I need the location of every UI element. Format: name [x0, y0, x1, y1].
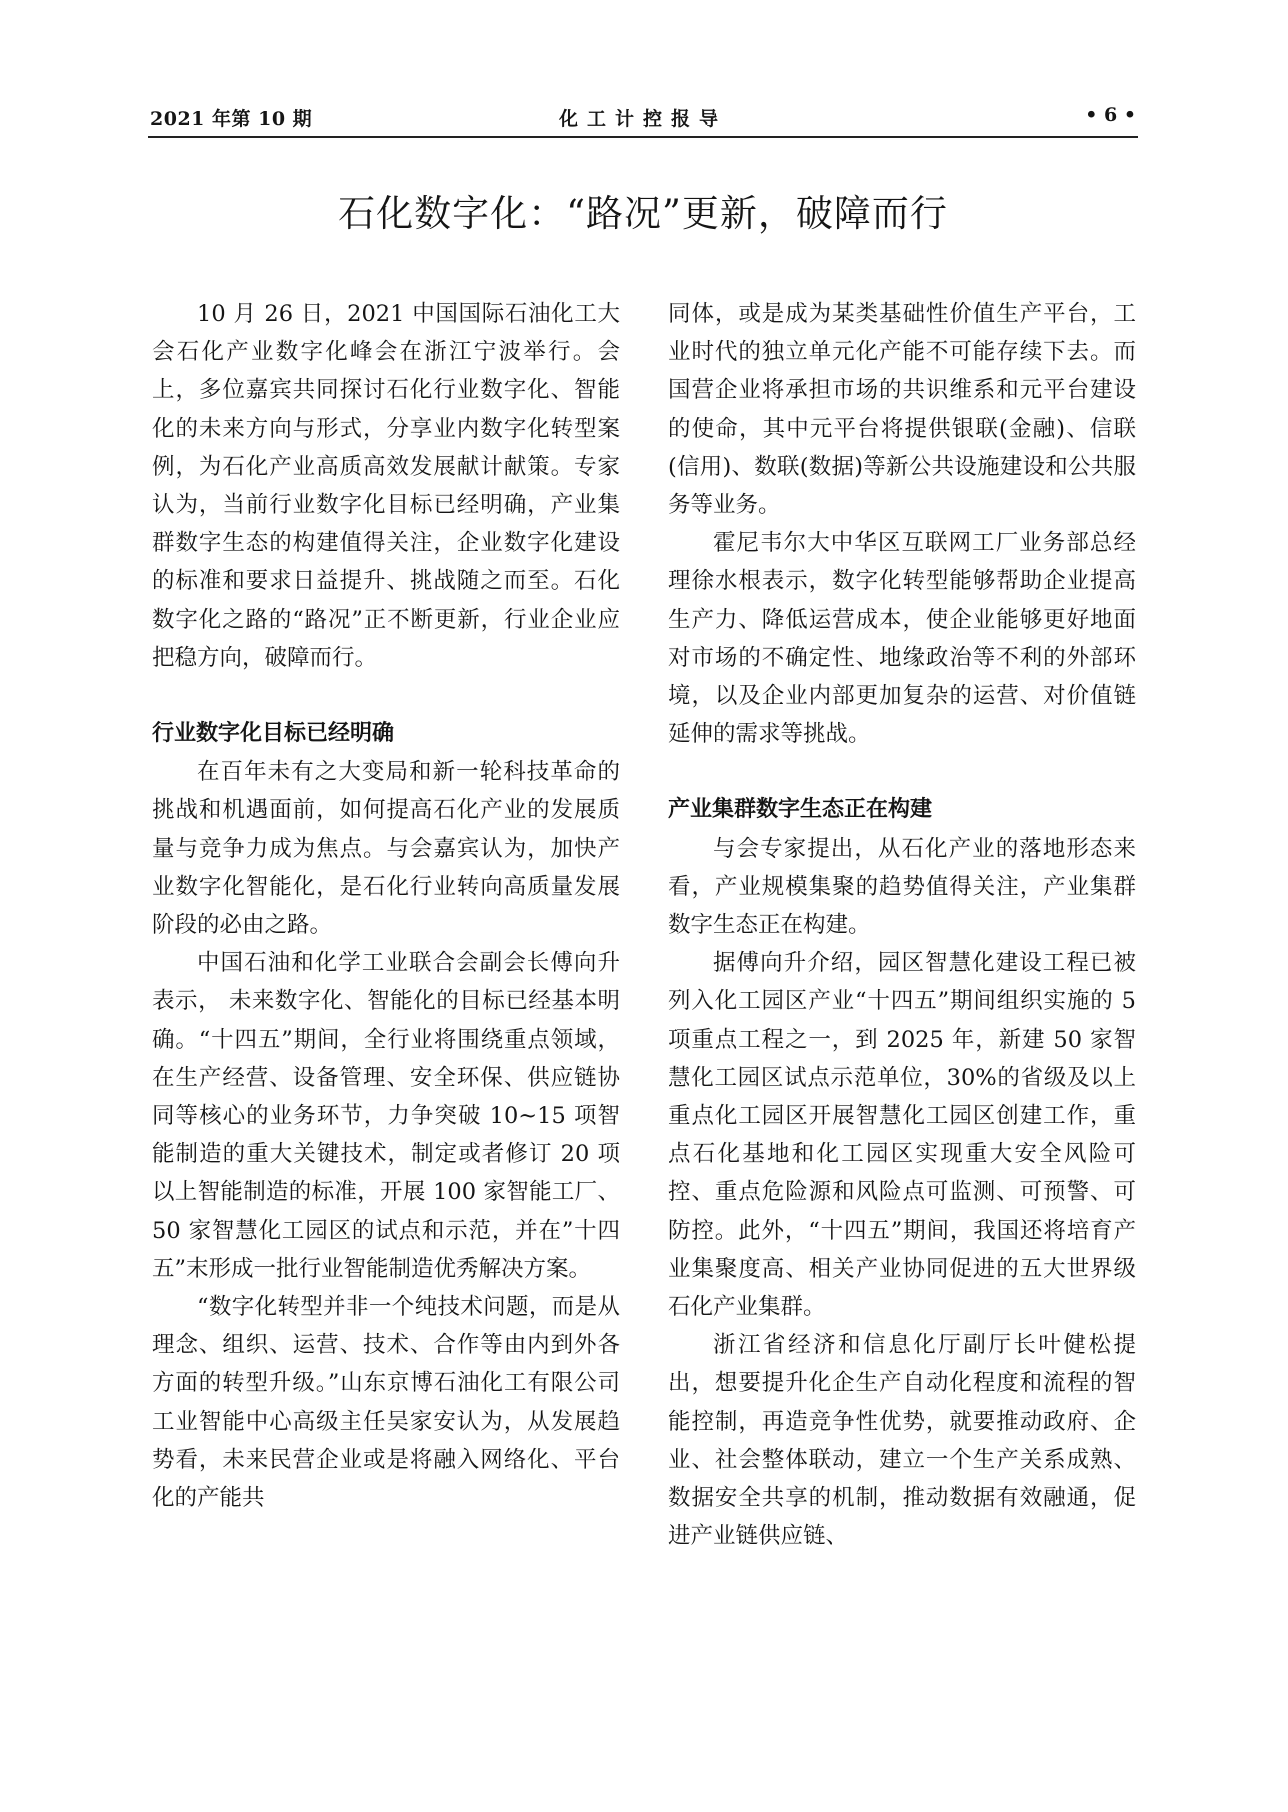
journal-name: 化工计控报导	[558, 108, 727, 130]
paragraph: “数字化转型并非一个纯技术问题，而是从理念、组织、运营、技术、合作等由内到外各方面的转型升级。”山东京博石油化工有限公司工业智能中心高级主任吴家安认为，从发展趋势看，未来民营企业或是将融入网络化、平台化的产能共	[152, 1294, 620, 1512]
section-heading: 产业集群数字生态正在构建	[668, 797, 933, 823]
right-column	[668, 295, 1136, 1556]
paragraph: 中国石油和化学工业联合会副会长傅向升表示， 未来数字化、智能化的目标已经基本明确。“十四五”期间，全行业将围绕重点领域，在生产经营、设备管理、安全环保、供应链协同等核心的业务环节，力争突破 10~15 项智能制造的重大关键技术，制定或者修订 20 项以上智能制造的标准，开展 100 家智能工厂、50 家智慧化工园区的试点和示范，并在”十四五”末形成一批行业智能制造优秀解决方案。	[152, 950, 620, 1282]
paragraph: 霍尼韦尔大中华区互联网工厂业务部总经理徐水根表示，数字化转型能够帮助企业提高生产力、降低运营成本，使企业能够更好地面对市场的不确定性、地缘政治等不利的外部环境，以及企业内部更加复杂的运营、对价值链延伸的需求等挑战。	[668, 530, 1136, 748]
paragraph: 浙江省经济和信息化厅副厅长叶健松提出，想要提升化企生产自动化程度和流程的智能控制，再造竞争性优势，就要推动政府、企业、社会整体联动，建立一个生产关系成熟、数据安全共享的机制，推动数据有效融通，促进产业链供应链、	[668, 1332, 1136, 1550]
paragraph: 同体，或是成为某类基础性价值生产平台，工业时代的独立单元化产能不可能存续下去。而国营企业将承担市场的共识维系和元平台建设的使命，其中元平台将提供银联(金融)、信联(信用)、数联(数据)等新公共设施建设和公共服务等业务。	[668, 301, 1136, 519]
page-number: • 6 •	[1085, 104, 1136, 126]
left-column	[152, 295, 620, 1517]
paragraph: 据傅向升介绍，园区智慧化建设工程已被列入化工园区产业“十四五”期间组织实施的 5 项重点工程之一，到 2025 年，新建 50 家智慧化工园区试点示范单位，30%的省级及以上重点化工园区开展智慧化工园区创建工作，重点石化基地和化工园区实现重大安全风险可控、重点危险源和风险点可监测、可预警、可防控。此外，“十四五”期间，我国还将培育产业集聚度高、相关产业协同促进的五大世界级石化产业集群。	[668, 950, 1136, 1321]
section-heading: 行业数字化目标已经明确	[152, 721, 395, 747]
article-title: 石化数字化：“路况”更新，破障而行	[338, 192, 948, 235]
running-header	[148, 100, 1138, 138]
paragraph: 10 月 26 日，2021 中国国际石油化工大会石化产业数字化峰会在浙江宁波举行。会上，多位嘉宾共同探讨石化行业数字化、智能化的未来方向与形式，分享业内数字化转型案例，为石化产业高质高效发展献计献策。专家认为，当前行业数字化目标已经明确，产业集群数字生态的构建值得关注，企业数字化建设的标准和要求日益提升、挑战随之而至。石化数字化之路的“路况”正不断更新，行业企业应把稳方向，破障而行。	[152, 301, 620, 671]
paragraph: 与会专家提出，从石化产业的落地形态来看，产业规模集聚的趋势值得关注，产业集群数字生态正在构建。	[668, 835, 1136, 939]
paragraph: 在百年未有之大变局和新一轮科技革命的挑战和机遇面前，如何提高石化产业的发展质量与竞争力成为焦点。与会嘉宾认为，加快产业数字化智能化，是石化行业转向高质量发展阶段的必由之路。	[152, 759, 620, 939]
issue-label: 2021 年第 10 期	[150, 108, 313, 130]
